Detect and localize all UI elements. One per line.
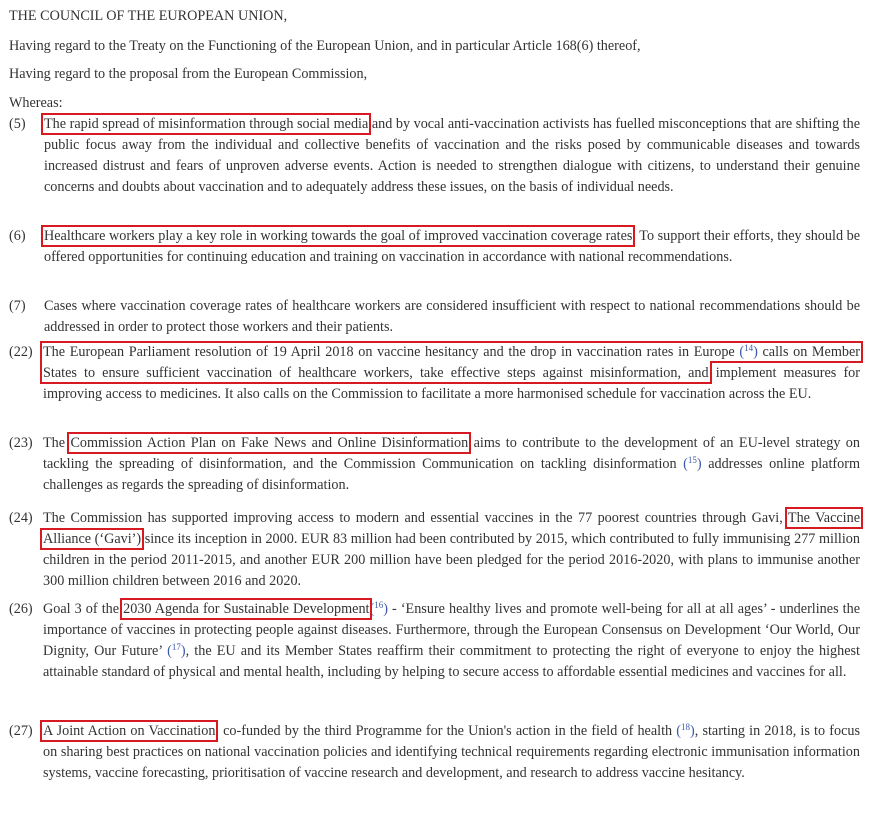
recital-text-rest: implement measures for improving access to medicines. It also calls on the Commission to facilitate a more harmonised schedule for vaccination across the EU. xyxy=(43,364,860,402)
recital-text xyxy=(44,114,860,198)
recital-text xyxy=(44,226,860,268)
recital-number: (23) xyxy=(9,435,33,451)
highlighted-phrase: 2030 Agenda for Sustainable Development xyxy=(123,601,370,617)
footnote-ref-17[interactable]: ($^{17}$) xyxy=(167,641,186,659)
recital-text: A Joint Action on Vaccination, co-funded by the third Programme for the Union's action in the field of health ($^{18}$), starting in 2018, is to focus on sharing best practices on national vaccination policies and identifying technical requirements regarding electronic immunisation information systems, vaccine forecasting, prioritisation of vaccine research and development, and research to address vaccine hesitancy. xyxy=(43,722,860,781)
footnote-ref-18[interactable]: ($^{18}$) xyxy=(676,722,695,739)
highlighted-phrase: The Vaccine Alliance (‘Gavi’) xyxy=(43,510,860,547)
highlighted-phrase: The rapid spread of misinformation through social media xyxy=(44,116,369,132)
recital-text: The Commission has supported improving access to modern and essential vaccines in the 77 poorest countries through Gavi, The Vaccine Alliance (‘Gavi’) since its inception in 2000. EUR 83 million had been contributed by 2015, which contributed to fully immunising 277 million children in the period 2011-2015, and another EUR 200 million have been pledged for the period 2016-2020, with plans to immunise another 300 million children between 2016 and 2020. xyxy=(43,510,860,589)
footnote-ref-14[interactable]: ($^{14}$) xyxy=(739,343,758,360)
recital-text-rest: . To support their efforts, they should be offered opportunities for continuing education and training on vaccination in accordance with national recommendations. xyxy=(44,228,860,265)
proposal-citation: Having regard to the proposal from the European Commission, xyxy=(9,66,368,82)
highlighted-phrase: The European Parliament resolution of 19 April 2018 on vaccine hesitancy and the drop in vaccination rates in Europe ($^{14}$) calls on Member States to ensure sufficient vaccination of healthcare workers, take effective steps against misinformation, and xyxy=(43,343,860,381)
recital-number: (27) xyxy=(9,723,33,739)
highlighted-phrase: A Joint Action on Vaccination xyxy=(43,723,216,739)
recital-number: (24) xyxy=(9,510,33,526)
recital-text-rest: and by vocal anti-vaccination activists has fuelled misconceptions that are shifting the public focus away from the individual and collective benefits of vaccination and the risks posed by communicable diseases and towards increased distrust and fears of unproven adverse events. Action is needed to strengthen dialogue with citizens, to understand their genuine concerns and doubts about vaccination and to adequately address these issues, on the basis of individual needs. xyxy=(44,116,860,195)
recital-number: (7) xyxy=(9,298,26,314)
recital-text xyxy=(43,342,860,405)
recital-number: (22) xyxy=(9,344,33,360)
recital-text: The Commission Action Plan on Fake News and Online Disinformation aims to contribute to the development of an EU-level strategy on tackling the spreading of disinformation, and the Commission Communication on tackling disinformation ($^{15}$) addresses online platform challenges as regards the spreading of disinformation. xyxy=(43,435,860,493)
highlighted-phrase: Healthcare workers play a key role in working towards the goal of improved vaccination coverage rates xyxy=(44,228,633,244)
recital-text: Cases where vaccination coverage rates of healthcare workers are considered insufficient with respect to national recommendations should be addressed in order to protect those workers and their patients. xyxy=(44,298,860,335)
highlighted-phrase: Commission Action Plan on Fake News and Online Disinformation xyxy=(70,435,469,451)
footnote-ref-16[interactable]: ($^{16}$) xyxy=(369,600,388,617)
recital-number: (26) xyxy=(9,601,33,617)
recital-text: Goal 3 of the 2030 Agenda for Sustainable Development($^{16}$) - ‘Ensure healthy lives and promote well-being for all at all ages’ - underlines the importance of vaccines in protecting people against diseases. Furthermore, through the European Consensus on Development ‘Our World, Our Dignity, Our Future’ ($^{17}$), the EU and its Member States reaffirm their commitment to protecting the right of everyone to enjoy the highest attainable standard of physical and mental health, including by helping to secure access to affordable essential medicines and vaccines for all. xyxy=(43,600,861,680)
council-heading: THE COUNCIL OF THE EUROPEAN UNION, xyxy=(9,8,288,24)
recital-number: (6) xyxy=(9,228,26,244)
treaty-citation: Having regard to the Treaty on the Functioning of the European Union, and in particular Article 168(6) thereof, xyxy=(9,38,641,54)
footnote-ref-15[interactable]: ($^{15}$) xyxy=(683,454,702,472)
recital-number: (5) xyxy=(9,116,26,132)
whereas-label: Whereas: xyxy=(9,95,63,111)
